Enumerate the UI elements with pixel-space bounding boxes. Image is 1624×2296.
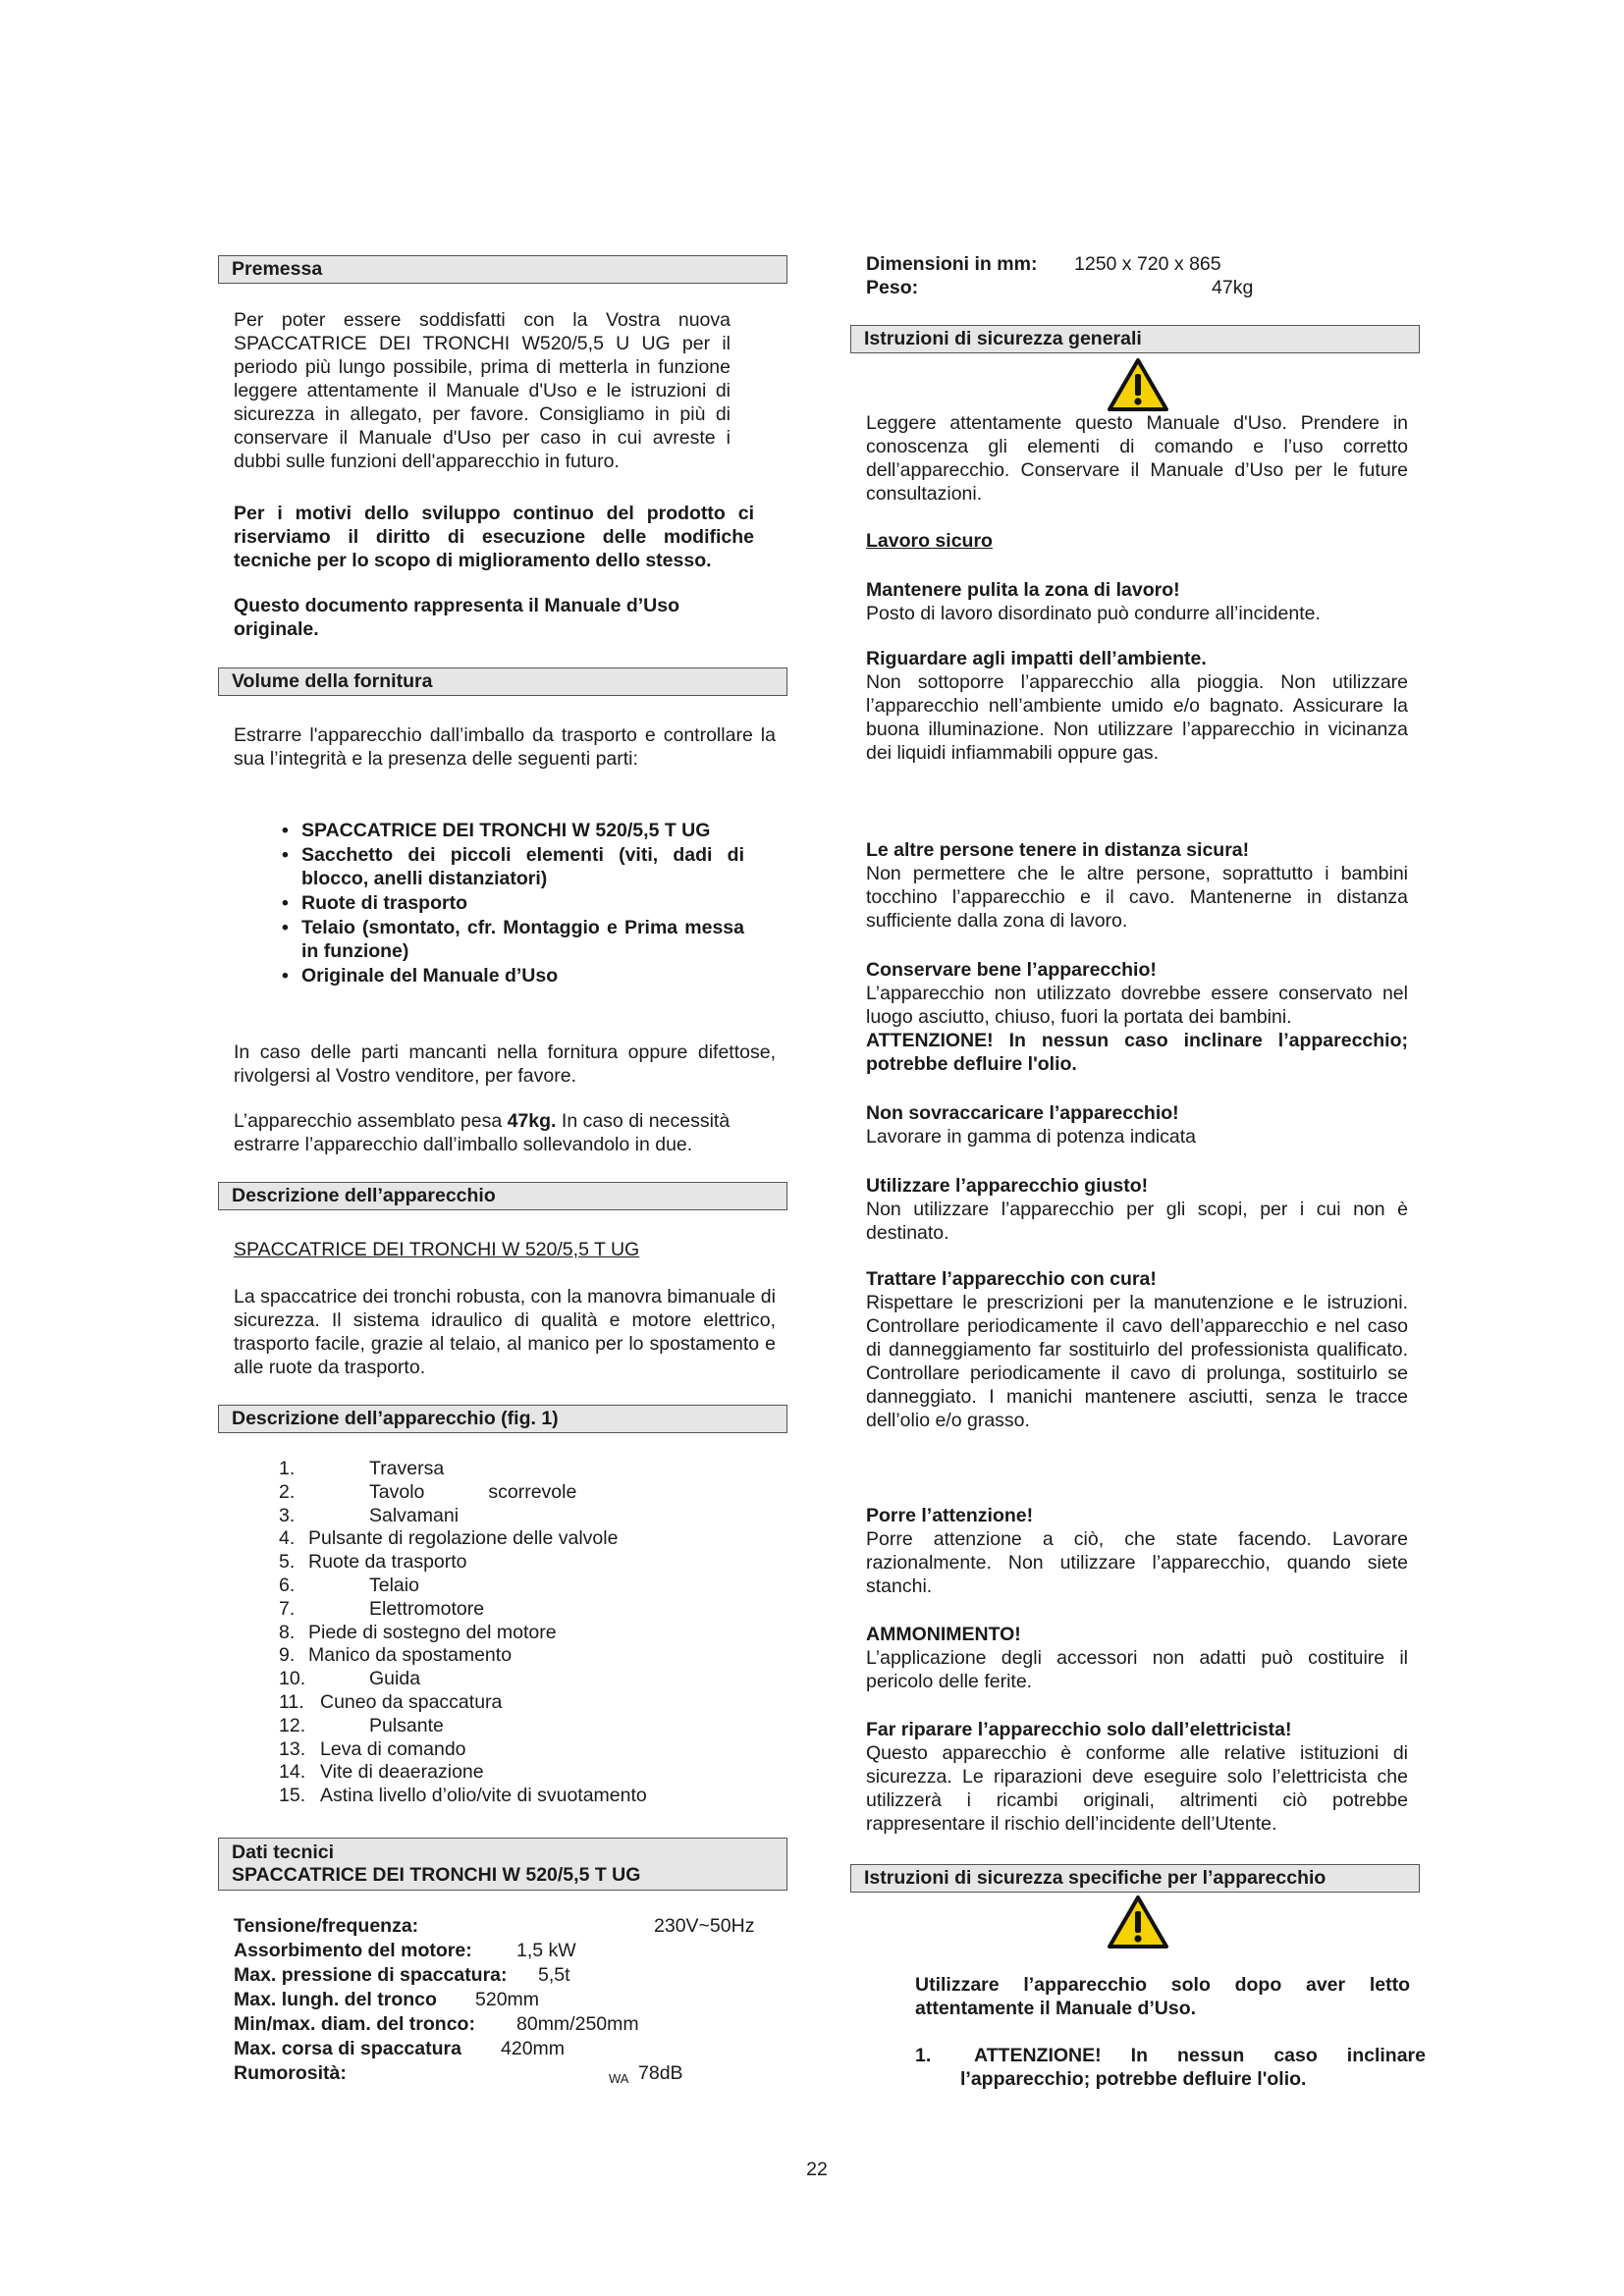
fornitura-weight: L’apparecchio assemblato pesa 47kg. In caso di necessità estrarre l’apparecchio dall’imballo sollevandolo in due. bbox=[234, 1110, 731, 1155]
safety-rule: Mantenere pulita la zona di lavoro! Posto di lavoro disordinato può condurre all’incidente. bbox=[866, 579, 1321, 624]
lavoro-sicuro-heading: Lavoro sicuro bbox=[866, 530, 993, 552]
list-item: • Sacchetto dei piccoli elementi (viti, dadi di blocco, anelli distanziatori) bbox=[282, 844, 744, 889]
specifiche-intro: Utilizzare l’apparecchio solo dopo aver letto attentamente il Manuale d’Uso. bbox=[915, 1974, 1410, 2019]
list-item: 8. Piede di sostegno del motore bbox=[279, 1621, 557, 1643]
fornitura-missing: In caso delle parti mancanti nella fornitura oppure difettose, rivolgersi al Vostro venditore, per favore. bbox=[234, 1041, 776, 1087]
list-item: • Ruote di trasporto bbox=[282, 892, 467, 914]
parti-list bbox=[279, 1457, 750, 1807]
list-item: 14. Vite di deaerazione bbox=[279, 1761, 484, 1784]
list-item: 5. Ruote da trasporto bbox=[279, 1551, 467, 1574]
list-item: • Telaio (smontato, cfr. Montaggio e Prima messa in funzione) bbox=[282, 917, 744, 962]
spec-row: Tensione/frequenza: 230V~50Hz bbox=[234, 1915, 755, 1937]
list-item: 12. Pulsante bbox=[279, 1714, 444, 1736]
generali-heading: Istruzioni di sicurezza generali bbox=[850, 325, 1420, 353]
safety-rule: Utilizzare l’apparecchio giusto! Non utilizzare l’apparecchio per gli scopi, per i cui non è destinato. bbox=[866, 1175, 1408, 1244]
dati-heading bbox=[218, 1838, 787, 1891]
premessa-original-note: Questo documento rappresenta il Manuale d’Uso originale. bbox=[234, 595, 679, 640]
descrizione-text: La spaccatrice dei tronchi robusta, con la manovra bimanuale di sicurezza. Il sistema idraulico di qualità e motore elettrico, trasporto facile, grazie al telaio, al manico per lo spostamento e alle ruote da trasporto. bbox=[234, 1286, 776, 1378]
safety-rule: Porre l’attenzione! Porre attenzione a ciò, che state facendo. Lavorare razionalmente. Non utilizzare l’apparecchio, quando siete stanchi. bbox=[866, 1505, 1408, 1597]
list-item: 10. Guida bbox=[279, 1668, 421, 1690]
list-item: 4. Pulsante di regolazione delle valvole bbox=[279, 1527, 619, 1550]
list-item: 6. Telaio bbox=[279, 1574, 419, 1596]
premessa-notice: Per i motivi dello sviluppo continuo del prodotto ci riserviamo il diritto di esecuzione delle modifiche tecniche per lo scopo di miglioramento dello stesso. bbox=[234, 503, 754, 571]
page-number: 22 bbox=[806, 2159, 828, 2180]
dimensions-block: Dimensioni in mm: 1250 x 720 x 865 Peso: 47kg bbox=[866, 253, 1254, 298]
safety-rule: Le altre persone tenere in distanza sicura! Non permettere che le altre persone, soprattutto i bambini tocchino l’apparecchio e il cavo. Mantenerne in distanza sufficiente dalla zona di lavoro. bbox=[866, 839, 1408, 932]
dati-heading-line2: SPACCATRICE DEI TRONCHI W 520/5,5 T UG bbox=[232, 1864, 641, 1886]
specifiche-item: 1. ATTENZIONE! In nessun caso inclinare l’apparecchio; potrebbe defluire l'olio. bbox=[915, 2045, 1426, 2090]
premessa-heading: Premessa bbox=[218, 255, 787, 284]
list-item: 3. Salvamani bbox=[279, 1504, 460, 1526]
safety-rule: Riguardare agli impatti dell’ambiente. Non sottoporre l’apparecchio alla pioggia. Non utilizzare l’apparecchio nell’ambiente umido e/o bagnato. Assicurare la buona illuminazione. Non utilizzare l’apparecchio in vicinanza dei liquidi infiammabili oppure gas. bbox=[866, 648, 1408, 764]
specifiche-heading: Istruzioni di sicurezza specifiche per l’apparecchio bbox=[850, 1864, 1420, 1893]
warning-triangle-icon bbox=[1107, 357, 1169, 412]
warning-triangle-icon bbox=[1107, 1895, 1169, 1949]
dati-heading-line1: Dati tecnici bbox=[232, 1842, 335, 1863]
premessa-intro: Per poter essere soddisfatti con la Vostra nuova SPACCATRICE DEI TRONCHI W520/5,5 U UG per il periodo più lungo possibile, prima di metterla in funzione leggere attentamente il Manuale d'Uso e le istruzioni di sicurezza in allegato, per favore. Consigliamo in più di conservare il Manuale d'Uso per caso in cui avreste i dubbi sulle funzioni dell'apparecchio in futuro. bbox=[234, 309, 731, 472]
list-item: 1. Traversa bbox=[279, 1458, 445, 1479]
list-item: 7. Elettromotore bbox=[279, 1597, 485, 1620]
spec-row: Assorbimento del motore: 1,5 kW bbox=[234, 1940, 576, 1961]
list-item: 9. Manico da spostamento bbox=[279, 1644, 513, 1667]
descrizione-model: SPACCATRICE DEI TRONCHI W 520/5,5 T UG bbox=[234, 1239, 640, 1260]
list-item: 11. Cuneo da spaccatura bbox=[279, 1690, 503, 1713]
list-item: 13. Leva di comando bbox=[279, 1737, 466, 1760]
safety-rule: Trattare l’apparecchio con cura! Rispettare le prescrizioni per la manutenzione e le istruzioni. Controllare periodicamente il cavo dell’apparecchio e nel caso di danneggiamento far sostituirlo del professionista qualificato. Controllare periodicamente il cavo di prolunga, sostituirlo se danneggiato. I manichi mantenere asciutti, senza le tracce dell’olio e/o grasso. bbox=[866, 1268, 1408, 1431]
spec-row: Max. lungh. del tronco 520mm bbox=[234, 1989, 540, 2010]
safety-rule: AMMONIMENTO! L’applicazione degli accessori non adatti può costituire il pericolo delle ferite. bbox=[866, 1624, 1408, 1692]
safety-rule: Far riparare l’apparecchio solo dall’elettricista! Questo apparecchio è conforme alle relative istituzioni di sicurezza. Le riparazioni deve eseguire solo l’elettricista che utilizzerà i ricambi originali, altrimenti ciò potrebbe rappresentare il rischio dell’incidente dell’Utente. bbox=[866, 1719, 1408, 1835]
dati-specs bbox=[234, 1914, 784, 2086]
safety-rule: Conservare bene l’apparecchio! L’apparecchio non utilizzato dovrebbe essere conservato nel luogo asciutto, chiuso, fuori la portata dei bambini. ATTENZIONE! In nessun caso inclinare l’apparecchio; potrebbe defluire l'olio. bbox=[866, 959, 1408, 1075]
safety-rule: Non sovraccaricare l’apparecchio! Lavorare in gamma di potenza indicata bbox=[866, 1102, 1197, 1148]
descrizione-heading: Descrizione dell’apparecchio bbox=[218, 1182, 787, 1210]
spec-row: Max. corsa di spaccatura 420mm bbox=[234, 2038, 566, 2059]
spec-row: Rumorosità: WA 78dB bbox=[234, 2062, 683, 2086]
spec-row: Min/max. diam. del tronco: 80mm/250mm bbox=[234, 2013, 639, 2035]
spec-row: Max. pressione di spaccatura: 5,5t bbox=[234, 1964, 570, 1986]
generali-intro: Leggere attentamente questo Manuale d'Uso. Prendere in conoscenza gli elementi di comando e l’uso corretto dell’apparecchio. Conservare il Manuale d’Uso per le future consultazioni. bbox=[866, 412, 1408, 505]
fornitura-intro: Estrarre l'apparecchio dall’imballo da trasporto e controllare la sua l’integrità e la presenza delle seguenti parti: bbox=[234, 724, 776, 770]
parti-heading: Descrizione dell’apparecchio (fig. 1) bbox=[218, 1405, 787, 1433]
list-item: 15. Astina livello d’olio/vite di svuotamento bbox=[279, 1785, 647, 1807]
fornitura-list bbox=[234, 819, 744, 988]
list-item: 2. Tavolo scorrevole bbox=[279, 1480, 577, 1503]
list-item: • SPACCATRICE DEI TRONCHI W 520/5,5 T UG bbox=[282, 820, 711, 841]
list-item: • Originale del Manuale d’Uso bbox=[282, 965, 559, 987]
fornitura-heading: Volume della fornitura bbox=[218, 667, 787, 696]
